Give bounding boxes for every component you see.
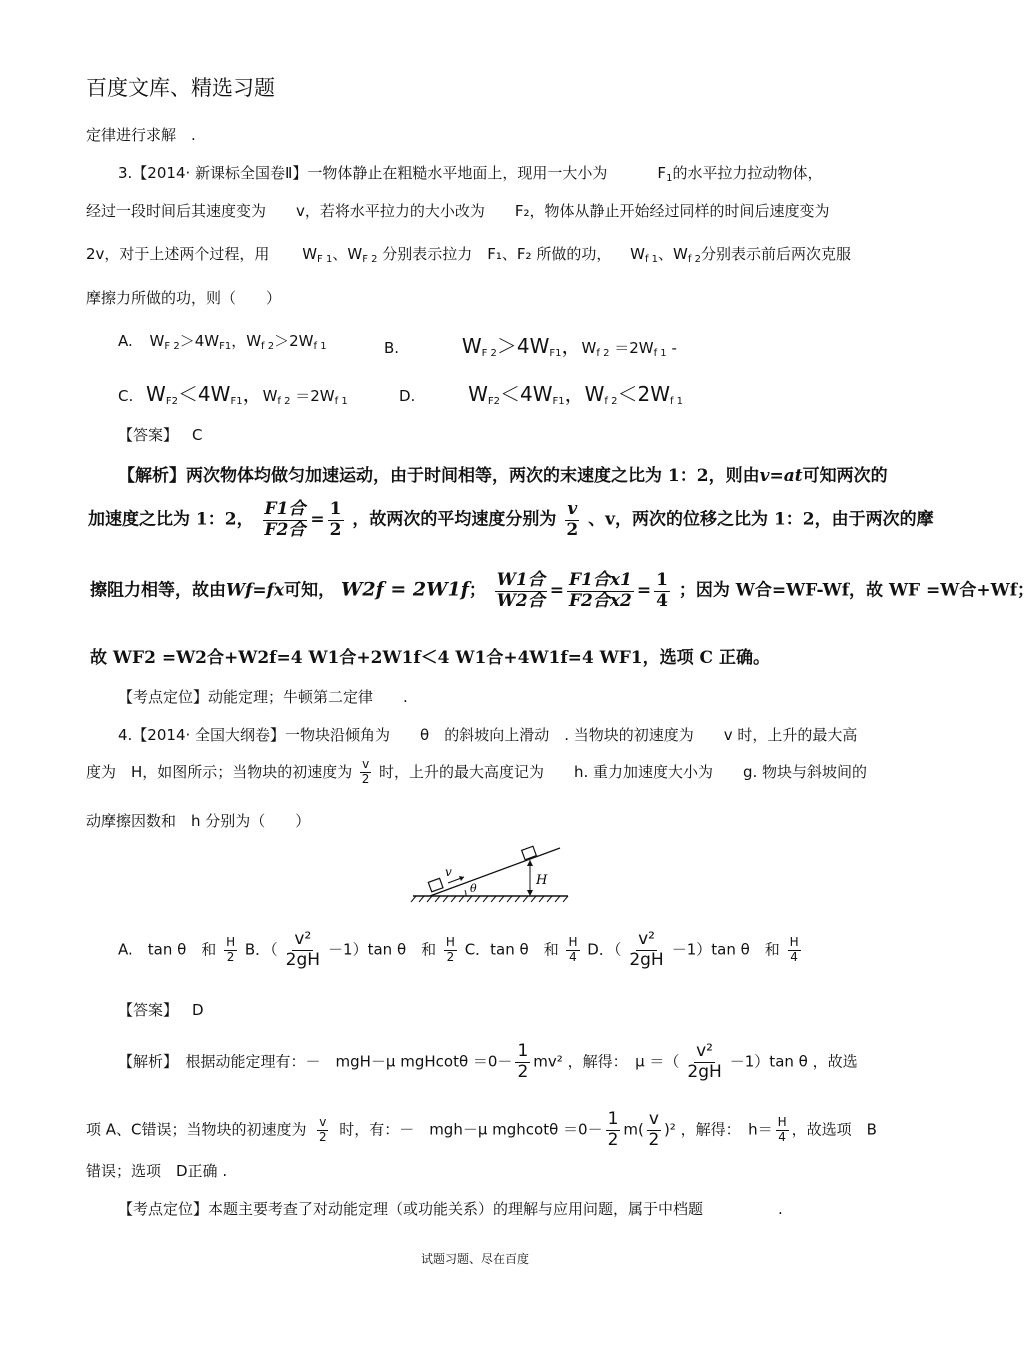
q4-solution-line3: 错误；选项 D正确 . [86, 1162, 228, 1180]
q4-line2: 度为 H，如图所示；当物块的初速度为 $\frac{v}{2}$ 时，上升的最大高度记为 h. 重力加速度大小为 g. 物块与斜坡间的 [86, 757, 868, 786]
q4-key-point: 【考点定位】本题主要考查了对动能定理（或功能关系）的理解与应用问题，属于中档题 . [118, 1200, 783, 1218]
q3-option-d: D. $W_{F2}<4W_{F1}$，$W_{f 2}<2W_{f 1}$ [399, 382, 684, 407]
q3-solution-line1: 【解析】两次物体均做匀加速运动，由于时间相等，两次的末速度之比为 1：2，则由v=at可知两次的 [118, 466, 888, 486]
q3-line1: 3.【2014· 新课标全国卷Ⅱ】一物体静止在粗糙水平地面上，现用一大小为 $F_1$的水平拉力拉动物体， [118, 164, 823, 184]
page-header: 百度文库、精选习题 [86, 76, 275, 100]
q4-line1: 4.【2014· 全国大纲卷】一物块沿倾角为 θ 的斜坡向上滑动 . 当物块的初速度为 v 时，上升的最大高 [118, 726, 858, 744]
velocity-label: v [445, 865, 452, 879]
angle-label: θ [470, 882, 477, 895]
intro-line: 定律进行求解 . [86, 126, 196, 144]
q4-answer: 【答案】 D [118, 1001, 204, 1019]
incline-figure [410, 842, 570, 904]
q3-option-c: C. $W_{F2}<4W_{F1}$，$W_{f 2} =2W_{f 1}$ [118, 382, 348, 407]
q4-line3: 动摩擦因数和 h 分别为（ ） [86, 812, 311, 830]
q3-option-b: B. $W_{F 2}>4W_{F1}$，$W_{f 2} =2W_{f 1}$ - [384, 334, 677, 359]
q4-solution-line1: 【解析】 根据动能定理有：－ mgH－μ mgHcotθ ＝0－ $\frac{1}{2}$ mv² ，解得： μ ＝（ $\frac{\text{v²}}{2gH}$ －1）tan θ ，故选 [118, 1041, 858, 1082]
q3-line3: 2v，对于上述两个过程，用 $W_{F 1}$、$W_{F 2}$ 分别表示拉力 F₁、F₂ 所做的功， $W_{f 1}$、$W_{f 2}$分别表示前后两次克服 [86, 245, 851, 265]
q3-solution-line3: 擦阻力相等，故由Wf=fx可知， W2f = 2W1f； $\frac{\text{W1合}}{\text{W2合}}$ = $\frac{\text{F1合x1}}{\text{F2合x2}}$ = $\frac{1}{4}$ ；因为 W合=WF-Wf，故 WF =W合+Wf； [90, 570, 1034, 611]
page-footer: 试题习题、尽在百度 [420, 1252, 529, 1266]
q4-options: A. tan θ 和 $\frac{H}{2}$ B．（ $\frac{\text{v²}}{2gH}$ －1）tan θ 和 $\frac{H}{2}$ C．tan θ 和 $\frac{H}{4}$ D．（ $\frac{\text{v²}}{2gH}$ －1）tan θ 和 $\frac{H}{4}$ [118, 929, 799, 970]
height-label: H [536, 873, 548, 888]
q3-line4: 摩擦力所做的功，则（ ） [86, 289, 282, 307]
q3-line2: 经过一段时间后其速度变为 v，若将水平拉力的大小改为 F₂，物体从静止开始经过同样的时间后速度变为 [86, 202, 830, 220]
q3-key-point: 【考点定位】动能定理；牛顿第二定律 . [118, 688, 408, 706]
q3-option-a: A. $W_{F 2}>4W_{F1}$，$W_{f 2}>2W_{f 1}$ [118, 332, 327, 352]
q3-answer: 【答案】 C [118, 426, 203, 444]
q4-solution-line2: 项 A、C错误；当物块的初速度为 $\frac{v}{2}$ 时，有：－ mgh－μ mghcotθ ＝0－ $\frac{1}{2}$ m( $\frac{v}{2}$ )² ，解得： h＝ $\frac{H}{4}$ ，故选项 B [86, 1109, 877, 1150]
q3-solution-line2: 加速度之比为 1：2， $\frac{\text{F1合}}{\text{F2合}}$ = $\frac{1}{2}$ ，故两次的平均速度分别为 $\frac{v}{2}$ 、v，两次的位移之比为 1：2，由于两次的摩 [88, 499, 934, 540]
q3-solution-line4: 故 WF2 =W2合+W2f=4 W1合+2W1f＜4 W1合+4W1f=4 WF1，选项 C 正确。 [90, 648, 771, 668]
